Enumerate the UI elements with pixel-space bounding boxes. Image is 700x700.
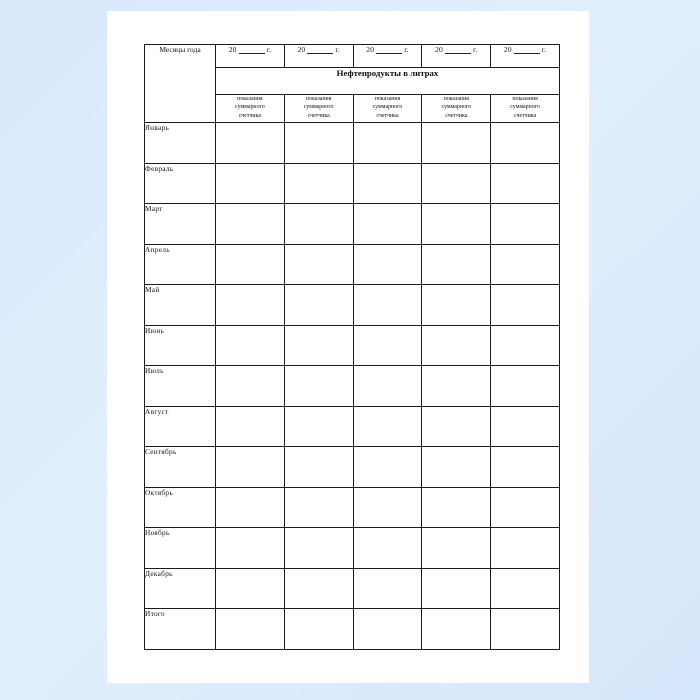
year-value-1 — [229, 45, 271, 54]
data-cell[interactable] — [491, 487, 560, 528]
group-header-label: Нефтепродукты в литрах — [336, 68, 439, 78]
table-row — [145, 244, 560, 285]
year-suffix-3: г. — [404, 45, 409, 54]
data-cell[interactable] — [353, 204, 422, 245]
data-cell[interactable] — [491, 406, 560, 447]
data-cell[interactable] — [491, 568, 560, 609]
table-header-years — [145, 45, 560, 68]
sub-header-line-2-2: суммарного — [303, 104, 334, 111]
row-label: Январь — [145, 123, 216, 164]
year-blank-1[interactable] — [239, 45, 265, 54]
table-row — [145, 366, 560, 407]
data-cell[interactable] — [216, 285, 285, 326]
data-cell[interactable] — [353, 285, 422, 326]
data-cell[interactable] — [491, 123, 560, 164]
sub-header-line-3-2: суммарного — [372, 104, 403, 111]
data-cell[interactable] — [491, 447, 560, 488]
table-row-total — [145, 609, 560, 650]
data-cell[interactable] — [284, 163, 353, 204]
data-cell[interactable] — [422, 447, 491, 488]
data-cell[interactable] — [422, 406, 491, 447]
year-blank-4[interactable] — [445, 45, 471, 54]
data-cell[interactable] — [284, 123, 353, 164]
data-cell[interactable] — [284, 487, 353, 528]
year-blank-2[interactable] — [307, 45, 333, 54]
year-suffix-2: г. — [335, 45, 340, 54]
data-cell[interactable] — [216, 163, 285, 204]
sub-header-line-2-3: счетчика — [307, 112, 330, 119]
data-cell[interactable] — [284, 406, 353, 447]
data-cell-total[interactable] — [284, 609, 353, 650]
sub-header-line-5-2: суммарного — [510, 104, 540, 111]
data-cell[interactable] — [216, 487, 285, 528]
data-cell[interactable] — [422, 285, 491, 326]
data-cell[interactable] — [422, 123, 491, 164]
table-row — [145, 528, 560, 569]
data-cell[interactable] — [422, 325, 491, 366]
data-cell-total[interactable] — [491, 609, 560, 650]
year-blank-5[interactable] — [514, 45, 540, 54]
row-label: Март — [145, 204, 216, 245]
year-prefix-4: 20 — [435, 45, 443, 54]
row-label: Октябрь — [145, 487, 216, 528]
data-cell[interactable] — [422, 487, 491, 528]
data-cell[interactable] — [422, 568, 491, 609]
row-label: Декабрь — [145, 568, 216, 609]
table-row — [145, 406, 560, 447]
data-cell[interactable] — [284, 285, 353, 326]
sub-header-line-1-2: суммарного — [235, 104, 265, 111]
data-cell[interactable] — [216, 204, 285, 245]
table-row — [145, 285, 560, 326]
sub-header-line-5-3: счетчика — [514, 112, 537, 119]
year-prefix-2: 20 — [297, 45, 306, 54]
row-label: Ноябрь — [145, 528, 216, 569]
data-cell[interactable] — [353, 163, 422, 204]
data-cell[interactable] — [353, 244, 422, 285]
data-cell[interactable] — [216, 244, 285, 285]
sub-header-line-5-1: показания — [512, 96, 538, 102]
data-cell[interactable] — [216, 447, 285, 488]
data-cell[interactable] — [353, 406, 422, 447]
data-cell[interactable] — [284, 366, 353, 407]
table-row — [145, 163, 560, 204]
data-cell[interactable] — [491, 325, 560, 366]
group-header-cell — [216, 68, 560, 95]
data-cell[interactable] — [353, 123, 422, 164]
year-suffix-1: г. — [266, 45, 272, 54]
data-cell[interactable] — [422, 244, 491, 285]
row-label: Сентябрь — [145, 447, 216, 488]
data-cell[interactable] — [353, 487, 422, 528]
data-cell[interactable] — [284, 204, 353, 245]
data-cell[interactable] — [353, 325, 422, 366]
data-cell[interactable] — [353, 568, 422, 609]
row-label: Июнь — [145, 325, 216, 366]
year-cell-5[interactable] — [491, 45, 560, 68]
data-cell[interactable] — [353, 366, 422, 407]
row-header-month-cell — [145, 45, 216, 123]
data-cell[interactable] — [422, 528, 491, 569]
data-cell[interactable] — [216, 366, 285, 407]
sub-header-line-3-3: счетчика — [376, 112, 399, 119]
sub-header-cell-4 — [422, 95, 491, 123]
year-prefix-3: 20 — [366, 45, 375, 54]
row-label: Февраль — [145, 163, 216, 204]
data-cell-total[interactable] — [422, 609, 491, 650]
sub-header-cell-2 — [284, 95, 353, 123]
year-cell-4[interactable] — [422, 45, 491, 68]
data-cell[interactable] — [422, 163, 491, 204]
sub-header-cell-1 — [216, 95, 285, 123]
sub-header-line-3-1: показания — [374, 96, 401, 102]
data-cell[interactable] — [284, 447, 353, 488]
year-suffix-5: г. — [541, 45, 547, 54]
data-cell[interactable] — [216, 528, 285, 569]
table-row — [145, 123, 560, 164]
sub-header-line-4-3: счетчика — [445, 112, 468, 119]
sub-header-line-1-1: показания — [237, 96, 263, 102]
data-cell[interactable] — [284, 568, 353, 609]
year-value-5 — [504, 45, 546, 54]
sub-header-line-1-3: счетчика — [238, 112, 261, 119]
year-value-4 — [435, 45, 477, 54]
sub-header-line-4-1: показания — [443, 96, 470, 102]
data-cell[interactable] — [284, 244, 353, 285]
data-cell[interactable] — [353, 447, 422, 488]
data-cell[interactable] — [491, 244, 560, 285]
sub-header-cell-3 — [353, 95, 422, 123]
data-cell[interactable] — [216, 325, 285, 366]
data-cell[interactable] — [284, 528, 353, 569]
data-cell-total[interactable] — [216, 609, 285, 650]
row-label: Август — [145, 406, 216, 447]
data-cell[interactable] — [491, 204, 560, 245]
data-cell[interactable] — [284, 325, 353, 366]
row-label: Май — [145, 285, 216, 326]
sub-header-line-4-2: суммарного — [441, 104, 472, 111]
sub-header-cell-5 — [491, 95, 560, 123]
data-cell[interactable] — [491, 528, 560, 569]
row-label-total: Итого — [145, 609, 216, 650]
table-row — [145, 325, 560, 366]
data-cell[interactable] — [216, 406, 285, 447]
year-prefix-1: 20 — [228, 45, 237, 54]
sub-header-line-2-1: показания — [305, 96, 332, 102]
document-page — [108, 12, 588, 682]
year-cell-2[interactable] — [284, 45, 353, 68]
data-cell[interactable] — [422, 204, 491, 245]
row-label: Июль — [145, 366, 216, 407]
year-cell-1[interactable] — [216, 45, 285, 68]
year-prefix-5: 20 — [503, 45, 512, 54]
year-cell-3[interactable] — [353, 45, 422, 68]
year-value-2 — [297, 45, 339, 54]
row-header-month-label: Месяцы года — [159, 45, 201, 54]
data-cell[interactable] — [491, 163, 560, 204]
data-cell[interactable] — [422, 366, 491, 407]
row-label: Апрель — [145, 244, 216, 285]
data-cell[interactable] — [491, 366, 560, 407]
table-row — [145, 568, 560, 609]
data-cell[interactable] — [491, 285, 560, 326]
year-value-3 — [366, 45, 408, 54]
table-row — [145, 447, 560, 488]
table-row — [145, 487, 560, 528]
data-cell[interactable] — [216, 123, 285, 164]
data-cell[interactable] — [353, 528, 422, 569]
fuel-counter-table — [144, 44, 560, 650]
data-cell-total[interactable] — [353, 609, 422, 650]
table-row — [145, 204, 560, 245]
data-cell[interactable] — [216, 568, 285, 609]
table-container — [144, 44, 559, 650]
year-suffix-4: г. — [472, 45, 478, 54]
year-blank-3[interactable] — [376, 45, 402, 54]
